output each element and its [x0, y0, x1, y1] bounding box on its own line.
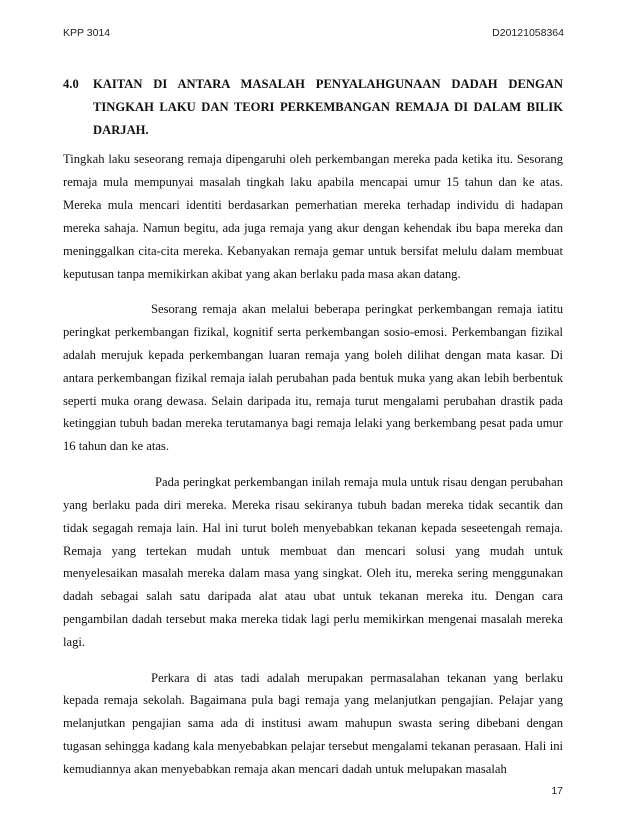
section-title: KAITAN DI ANTARA MASALAH PENYALAHGUNAAN DADAH DENGAN TINGKAH LAKU DAN TEORI PERKEMBANGAN REMAJA DI DALAM BILIK DARJAH. [93, 77, 563, 137]
paragraph-4: Perkara di atas tadi adalah merupakan permasalahan tekanan yang berlaku kepada remaja sekolah. Bagaimana pula bagi remaja yang melanjutkan pengajian. Pelajar yang melanjutkan pengajian sama ada di institusi awam mahupun swasta sering dibebani dengan tugasan sehingga kadang kala menyebabkan pelajar tersebut mengalami tekanan perasaan. Hali ini kemudiannya akan menyebabkan remaja akan mencari dadah untuk melupakan masalah [63, 670, 563, 777]
paragraph-3: Pada peringkat perkembangan inilah remaja mula untuk risau dengan perubahan yang berlaku pada diri mereka. Mereka risau sekiranya tubuh badan mereka tidak secantik dan tidak segagah remaja lain. Hal ini turut boleh menyebabkan tekanan kepada seseetengah remaja. Remaja yang tertekan mudah untuk membuat dan mencari solusi yang mudah untuk menyelesaikan masalah mereka dalam masa yang singkat. Oleh itu, mereka sering menggunakan dadah sebagai salah satu daripada alat atau ubat untuk tekanan mereka itu. Dengan cara pengambilan dadah tersebut maka mereka tidak lagi perlu memikirkan mengenai masalah mereka lagi. [63, 474, 563, 650]
section-heading [63, 73, 563, 142]
course-code: KPP 3014 [63, 27, 111, 39]
paragraph-2: Sesorang remaja akan melalui beberapa peringkat perkembangan remaja iatitu peringkat perkembangan fizikal, kognitif serta perkembangan sosio-emosi. Perkembangan fizikal adalah merujuk kepada perkembangan luaran remaja yang boleh dilihat dengan mata kasar. Di antara perkembangan fizikal remaja ialah perubahan pada bentuk muka yang akan lebih berbentuk seperti muka orang dewasa. Selain daripada itu, remaja turut mengalami perubahan drastik pada ketinggian tubuh badan mereka terutamanya bagi remaja lelaki yang berkembang pesat pada umur 16 tahun dan ke atas. [63, 301, 563, 454]
document-body [63, 148, 563, 794]
page-number: 17 [551, 785, 563, 797]
section-number: 4.0 [63, 77, 79, 91]
paragraph-1: Tingkah laku seseorang remaja dipengaruhi oleh perkembangan mereka pada ketika itu. Sesorang remaja mula mempunyai masalah tingkah laku apabila mencapai umur 15 tahun dan ke atas. Mereka mula mencari identiti berdasarkan pemerhatian mereka terhadap individu di hadapan mereka sahaja. Namun begitu, ada juga remaja yang akur dengan kehendak ibu bapa mereka dan meninggalkan cita-cita mereka. Kebanyakan remaja gemar untuk bersifat melulu dalam membuat keputusan tanpa memikirkan akibat yang akan berlaku pada masa akan datang. [63, 152, 563, 281]
page-header [63, 27, 564, 43]
student-id: D20121058364 [492, 27, 564, 39]
